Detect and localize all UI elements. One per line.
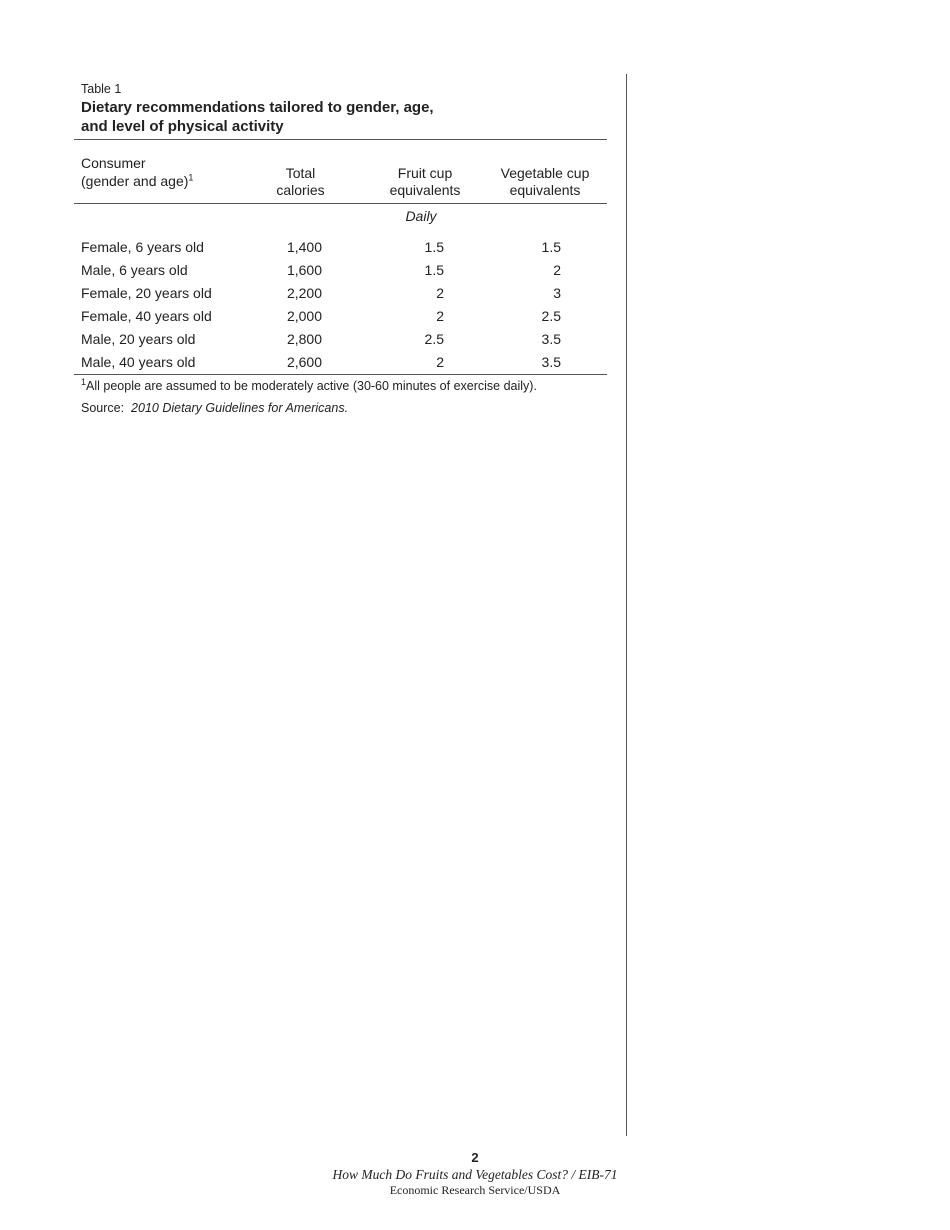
table-row	[74, 305, 607, 328]
units-label: Daily	[405, 208, 437, 224]
cell-vegetable: 2.5	[541, 308, 561, 324]
cell-vegetable: 3.5	[541, 354, 561, 370]
table-footnote	[81, 376, 607, 394]
cell-fruit: 1.5	[424, 239, 444, 255]
table-row	[74, 282, 607, 305]
cell-vegetable: 3.5	[541, 331, 561, 347]
header-consumer-line2-wrap	[81, 172, 193, 190]
cell-fruit: 2	[436, 285, 444, 301]
cell-calories: 2,000	[286, 308, 322, 324]
header-fruit-line2: equivalents	[389, 182, 461, 198]
cell-fruit: 2	[436, 354, 444, 370]
header-fruit-line1: Fruit cup	[397, 165, 453, 181]
cell-consumer: Male, 6 years old	[81, 262, 188, 278]
cell-calories: 2,800	[286, 331, 322, 347]
footnote-mark: 1	[81, 376, 87, 387]
table-row	[74, 328, 607, 351]
table-label: Table 1	[81, 82, 122, 96]
table-1	[74, 82, 607, 416]
table-header	[74, 140, 607, 203]
cell-vegetable: 3	[553, 285, 561, 301]
header-total-line1: Total	[285, 165, 316, 181]
table-source	[81, 401, 607, 416]
source-label: Source:	[81, 401, 125, 415]
header-consumer-line1: Consumer	[81, 155, 146, 171]
cell-fruit: 2	[436, 308, 444, 324]
header-veg-line2: equivalents	[509, 182, 581, 198]
cell-calories: 1,400	[286, 239, 322, 255]
table-row	[74, 351, 607, 374]
page-number: 2	[471, 1150, 479, 1165]
cell-calories: 1,600	[286, 262, 322, 278]
page-footer	[0, 1150, 950, 1197]
cell-consumer: Male, 20 years old	[81, 331, 196, 347]
header-total-calories	[254, 165, 347, 199]
header-consumer-line2: (gender and age)	[81, 173, 189, 189]
header-fruit-cup	[374, 165, 476, 199]
source-text: 2010 Dietary Guidelines for Americans.	[131, 401, 349, 415]
cell-vegetable: 2	[553, 262, 561, 278]
cell-consumer: Female, 6 years old	[81, 239, 204, 255]
table-bottom-rule	[74, 374, 607, 375]
table-row	[74, 236, 607, 259]
header-veg-line1: Vegetable cup	[500, 165, 590, 181]
cell-consumer: Male, 40 years old	[81, 354, 196, 370]
header-consumer	[81, 154, 193, 190]
cell-fruit: 1.5	[424, 262, 444, 278]
cell-calories: 2,200	[286, 285, 322, 301]
cell-consumer: Female, 40 years old	[81, 308, 212, 324]
header-total-line2: calories	[276, 182, 325, 198]
cell-consumer: Female, 20 years old	[81, 285, 212, 301]
units-row	[74, 204, 607, 236]
publication-title: How Much Do Fruits and Vegetables Cost? / EIB-71	[332, 1167, 618, 1182]
cell-calories: 2,600	[286, 354, 322, 370]
cell-vegetable: 1.5	[541, 239, 561, 255]
table-title: Dietary recommendations tailored to gender, age, and level of physical activity	[81, 99, 434, 135]
organization-name: Economic Research Service/USDA	[389, 1183, 561, 1197]
table-row	[74, 259, 607, 282]
header-footnote-mark: 1	[188, 172, 194, 183]
footnote-text: All people are assumed to be moderately active (30-60 minutes of exercise daily).	[86, 379, 537, 393]
cell-fruit: 2.5	[424, 331, 444, 347]
page-vertical-rule	[626, 74, 627, 1136]
header-vegetable-cup	[489, 165, 601, 199]
